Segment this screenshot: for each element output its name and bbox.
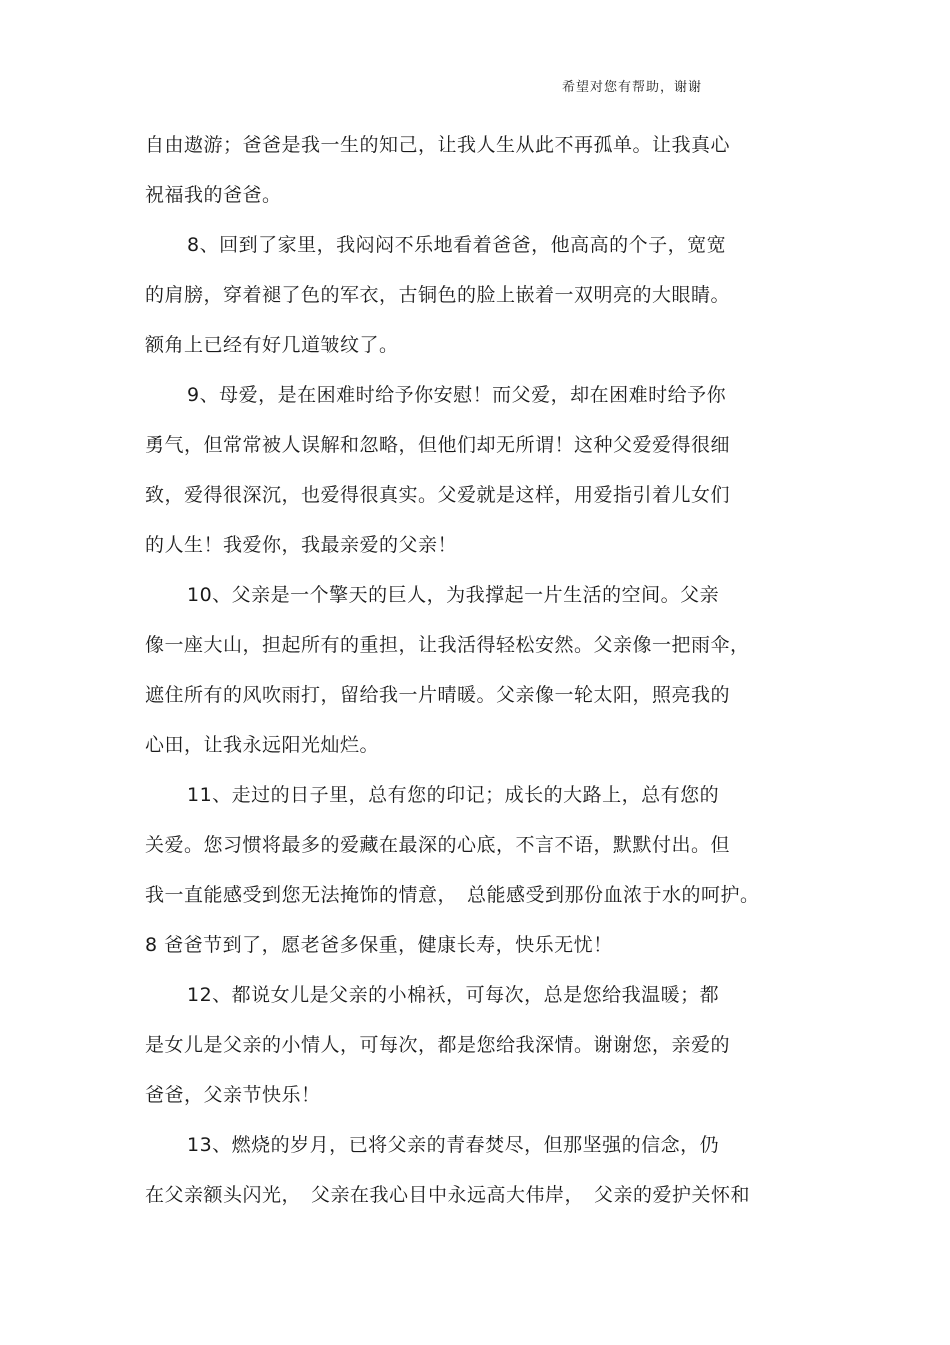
text-line: 自由遨游；爸爸是我一生的知己，让我人生从此不再孤单。让我真心 <box>145 134 731 156</box>
text-line: 在父亲额头闪光， 父亲在我心目中永远高大伟岸， 父亲的爱护关怀和 <box>145 1184 751 1206</box>
text-line: 我一直能感受到您无法掩饰的情意， 总能感受到那份血浓于水的呵护。 <box>145 884 760 906</box>
text-line: 祝福我的爸爸。 <box>145 184 282 206</box>
text-line: 8 爸爸节到了，愿老爸多保重，健康长寿，快乐无忧！ <box>145 934 613 956</box>
text-line: 心田，让我永远阳光灿烂。 <box>145 734 380 756</box>
body-text <box>145 128 805 1228</box>
paragraph-8-start: 8、回到了家里，我闷闷不乐地看着爸爸，他高高的个子，宽宽 <box>187 234 727 256</box>
text-line: 勇气，但常常被人误解和忽略，但他们却无所谓！这种父爱爱得很细 <box>145 434 731 456</box>
paragraph-10-start: 10、父亲是一个擎天的巨人，为我撑起一片生活的空间。父亲 <box>187 584 720 606</box>
text-line: 是女儿是父亲的小情人，可每次，都是您给我深情。谢谢您，亲爱的 <box>145 1034 731 1056</box>
text-line: 致，爱得很深沉，也爱得很真实。父爱就是这样，用爱指引着儿女们 <box>145 484 731 506</box>
paragraph-9-start: 9、母爱，是在困难时给予你安慰！而父爱，却在困难时给予你 <box>187 384 727 406</box>
text-line: 爸爸，父亲节快乐！ <box>145 1084 321 1106</box>
text-line: 像一座大山，担起所有的重担，让我活得轻松安然。父亲像一把雨伞， <box>145 634 750 656</box>
text-line: 的肩膀，穿着褪了色的军衣，古铜色的脸上嵌着一双明亮的大眼睛。 <box>145 284 731 306</box>
text-line: 遮住所有的风吹雨打，留给我一片晴暖。父亲像一轮太阳，照亮我的 <box>145 684 731 706</box>
paragraph-12-start: 12、都说女儿是父亲的小棉袄，可每次，总是您给我温暖；都 <box>187 984 720 1006</box>
page-header: 希望对您有帮助，谢谢 <box>562 80 703 95</box>
text-line: 的人生！我爱你，我最亲爱的父亲！ <box>145 534 458 556</box>
text-line: 关爱。您习惯将最多的爱藏在最深的心底，不言不语，默默付出。但 <box>145 834 731 856</box>
text-line: 额角上已经有好几道皱纹了。 <box>145 334 399 356</box>
paragraph-13-start: 13、燃烧的岁月，已将父亲的青春焚尽，但那坚强的信念，仍 <box>187 1134 720 1156</box>
paragraph-11-start: 11、走过的日子里，总有您的印记；成长的大路上，总有您的 <box>187 784 720 806</box>
